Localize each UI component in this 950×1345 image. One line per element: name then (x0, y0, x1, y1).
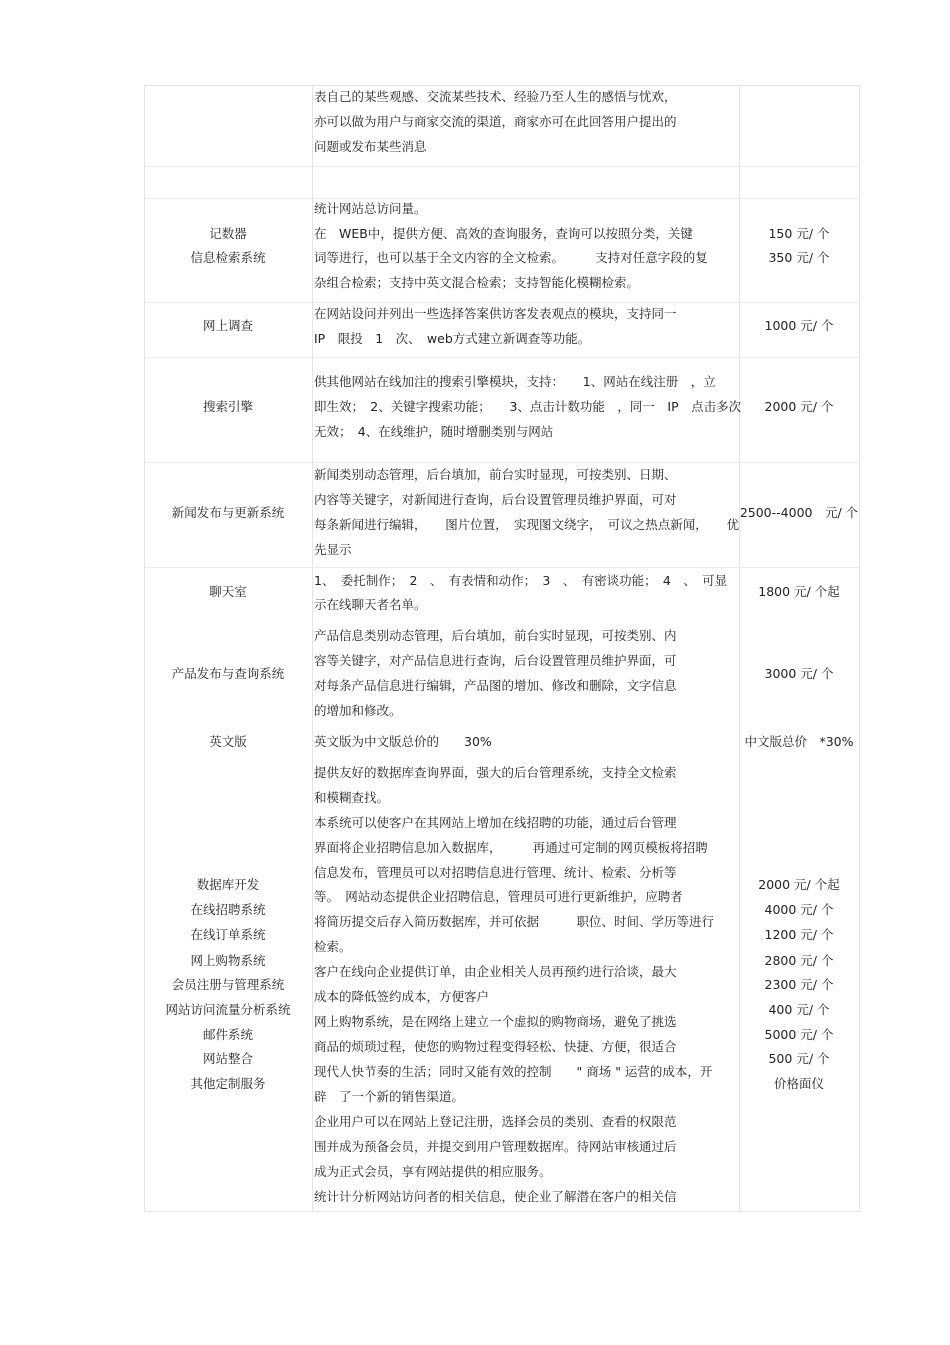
description-line: 检索。 (314, 939, 352, 954)
service-name: 网站整合 (202, 1051, 253, 1066)
description-line: 先显示 (314, 542, 352, 557)
description-line: 产品信息类别动态管理，后台填加，前台实时显现，可按类别、内 (314, 628, 677, 643)
description-line: 杂组合检索；支持中英文混合检索；支持智能化模糊检索。 (314, 275, 640, 290)
price: 1800 元/ 个起 (758, 584, 840, 599)
description-line: 统计计分析网站访问者的相关信息，使企业了解潜在客户的相关信 (314, 1189, 677, 1204)
service-name: 新闻发布与更新系统 (171, 505, 285, 520)
description-line: 每条新闻进行编辑， 图片位置， 实现图文绕字， 可议之热点新闻， 优 (314, 517, 740, 532)
description-line: 企业用户可以在网站上登记注册，选择会员的类别、查看的权限范 (314, 1114, 677, 1129)
description-line: 成本的降低签约成本，方便客户 (314, 989, 490, 1004)
service-name: 网上购物系统 (190, 953, 266, 968)
description-line: 信息发布，管理员可以对招聘信息进行管理、统计、检索、分析等 (314, 865, 677, 880)
service-name: 在线招聘系统 (190, 902, 266, 917)
row-divider (145, 357, 859, 358)
description-line: 提供友好的数据库查询界面，强大的后台管理系统，支持全文检索 (314, 765, 677, 780)
description-line: 在网站设问并列出一些选择答案供访客发表观点的模块，支持同一 (314, 306, 677, 321)
description-line: 词等进行，也可以基于全文内容的全文检索。 支持对任意字段的复 (314, 250, 708, 265)
row-divider (145, 166, 859, 167)
service-name: 搜索引擎 (202, 399, 253, 414)
service-name: 其他定制服务 (190, 1076, 266, 1091)
description-line: 网上购物系统，是在网络上建立一个虚拟的购物商场，避免了挑选 (314, 1014, 677, 1029)
price: 2500--4000 元/ 个 (739, 505, 859, 520)
description-line: 即生效； 2、关键字搜索功能； 3、点击计数功能 ，同一 IP 点击多次 (314, 399, 742, 414)
price: 4000 元/ 个 (764, 902, 834, 917)
price: 2300 元/ 个 (764, 977, 834, 992)
service-name: 在线订单系统 (190, 927, 266, 942)
price: 1000 元/ 个 (764, 318, 834, 333)
description-line: IP 限投 1 次、 web方式建立新调查等功能。 (314, 331, 591, 346)
description-line: 围并成为预备会员，并提交到用户管理数据库。待网站审核通过后 (314, 1139, 677, 1154)
description-line: 新闻类别动态管理，后台填加，前台实时显现，可按类别、日期、 (314, 467, 677, 482)
price: 1200 元/ 个 (764, 927, 834, 942)
description-line: 本系统可以使客户在其网站上增加在线招聘的功能，通过后台管理 (314, 815, 677, 830)
service-name: 信息检索系统 (190, 250, 266, 265)
row-divider (145, 462, 859, 463)
price: 3000 元/ 个 (764, 666, 834, 681)
price: 2800 元/ 个 (764, 953, 834, 968)
description-line: 辟 了一个新的销售渠道。 (314, 1089, 465, 1104)
service-name: 网站访问流量分析系统 (165, 1002, 291, 1017)
description-line: 问题或发布某些消息 (314, 139, 427, 154)
description-line: 表自己的某些观感、交流某些技术、经验乃至人生的感悟与忧欢， (314, 89, 677, 104)
service-name: 聊天室 (209, 584, 247, 599)
price: 2000 元/ 个起 (758, 877, 840, 892)
description-line: 界面将企业招聘信息加入数据库， 再通过可定制的网页模板将招聘 (314, 840, 708, 855)
description-line: 示在线聊天者名单。 (314, 597, 427, 612)
service-name: 数据库开发 (196, 877, 260, 892)
description-line: 和模糊查找。 (314, 790, 390, 805)
service-name: 记数器 (209, 226, 247, 241)
description-line: 1、 委托制作； 2 、 有表情和动作； 3 、 有密谈功能； 4 、 可显 (314, 573, 728, 588)
row-divider (145, 302, 859, 303)
description-line: 现代人快节奏的生活；同时又能有效的控制 " 商场 " 运营的成本，开 (314, 1064, 713, 1079)
price: 500 元/ 个 (768, 1051, 830, 1066)
description-line: 客户在线向企业提供订单，由企业相关人员再预约进行洽谈，最大 (314, 964, 677, 979)
description-line: 容等关键字，对产品信息进行查询，后台设置管理员维护界面，可 (314, 653, 677, 668)
service-name: 英文版 (209, 734, 247, 749)
price: 150 元/ 个 (768, 226, 830, 241)
description-line: 的增加和修改。 (314, 703, 402, 718)
description-line: 供其他网站在线加注的搜索引擎模块，支持： 1、网站在线注册 ，立 (314, 374, 716, 389)
description-line: 亦可以做为用户与商家交流的渠道，商家亦可在此回答用户提出的 (314, 114, 677, 129)
price: 400 元/ 个 (768, 1002, 830, 1017)
price: 5000 元/ 个 (764, 1027, 834, 1042)
description-line: 英文版为中文版总价的 30% (314, 734, 492, 749)
description-line: 等。 网站动态提供企业招聘信息，管理员可进行更新维护，应聘者 (314, 889, 683, 904)
service-name: 会员注册与管理系统 (171, 977, 285, 992)
description-line: 将简历提交后存入简历数据库，并可依据 职位、时间、学历等进行 (314, 914, 715, 929)
service-name: 产品发布与查询系统 (171, 666, 285, 681)
description-line: 商品的烦琐过程，使您的购物过程变得轻松、快捷、方便，很适合 (314, 1039, 677, 1054)
price: 350 元/ 个 (768, 250, 830, 265)
service-name: 邮件系统 (202, 1027, 253, 1042)
description-line: 内容等关键字，对新闻进行查询，后台设置管理员维护界面，可对 (314, 492, 677, 507)
column-divider (312, 86, 313, 1211)
description-line: 无效； 4、在线维护，随时增删类别与网站 (314, 424, 554, 439)
price: 2000 元/ 个 (764, 399, 834, 414)
service-name: 网上调查 (202, 318, 253, 333)
row-divider (145, 567, 859, 568)
description-line: 统计网站总访问量。 (314, 201, 427, 216)
row-divider (145, 198, 859, 199)
description-line: 成为正式会员，享有网站提供的相应服务。 (314, 1164, 552, 1179)
description-line: 对每条产品信息进行编辑，产品图的增加、修改和删除，文字信息 (314, 678, 677, 693)
price: 价格面仪 (773, 1076, 824, 1091)
description-line: 在 WEB中，提供方便、高效的查询服务，查询可以按照分类，关键 (314, 226, 693, 241)
price: 中文版总价 *30% (744, 734, 854, 749)
